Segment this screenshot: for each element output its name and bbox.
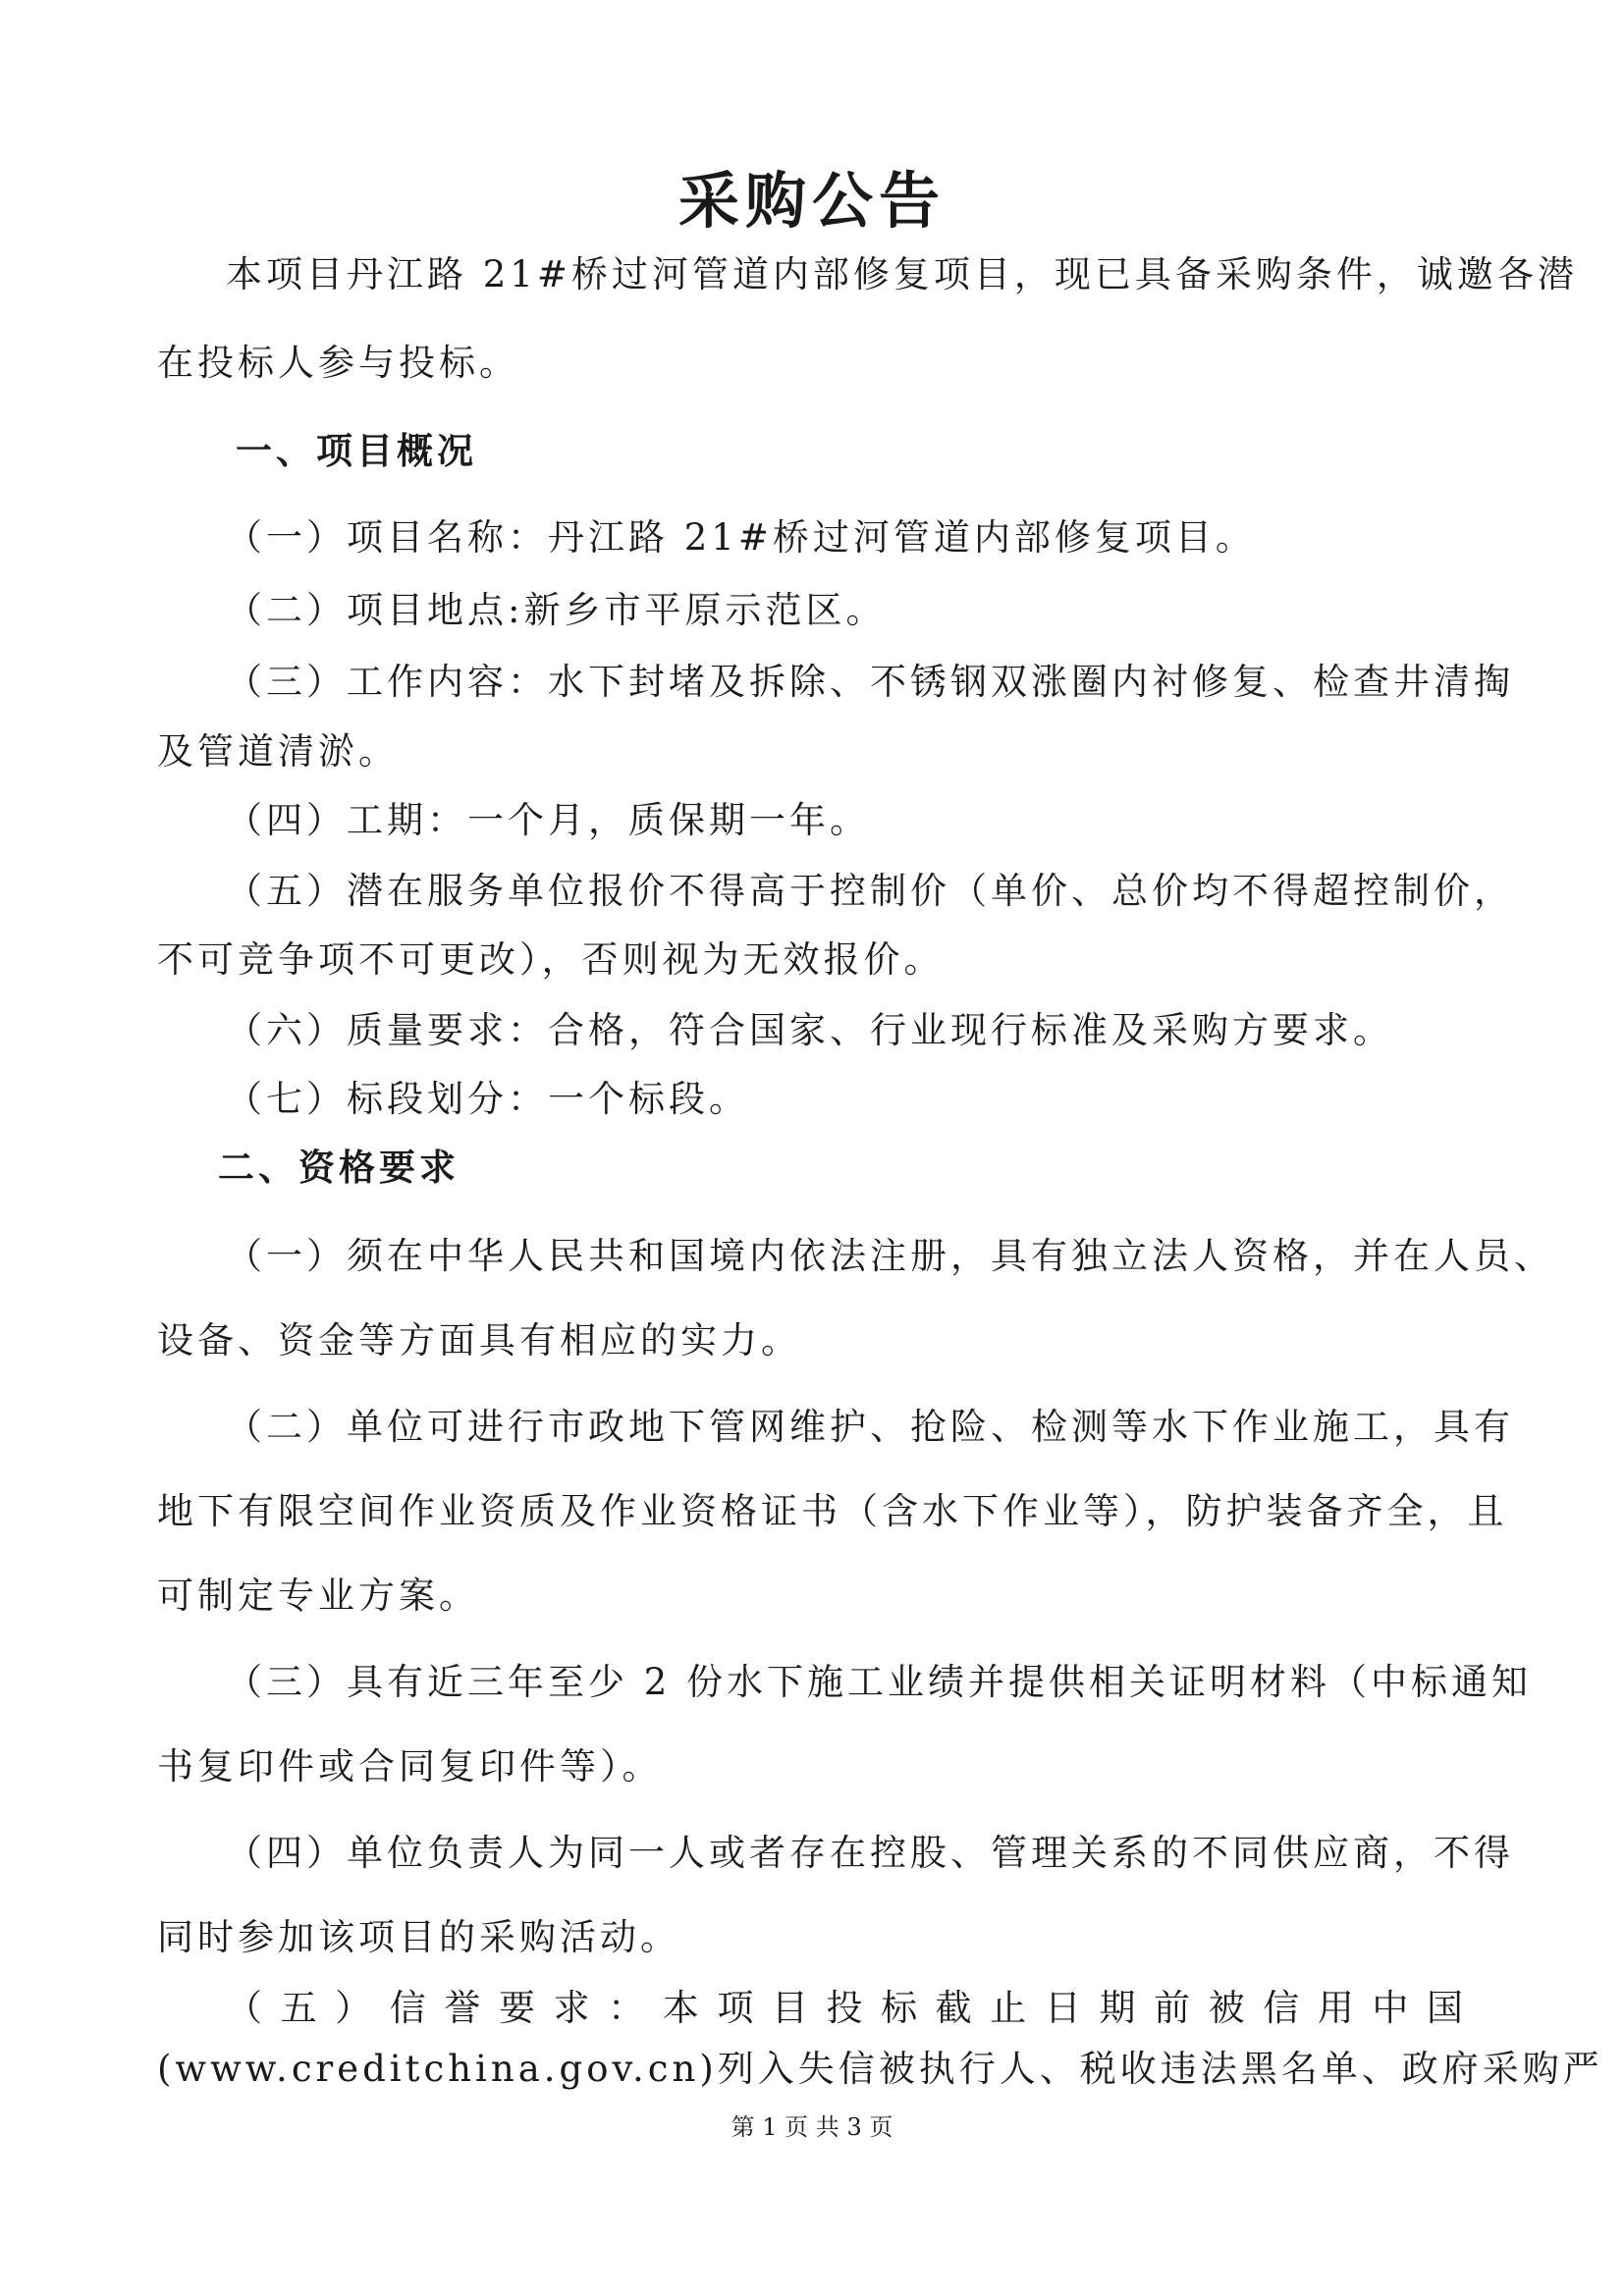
overview-item-price: （五）潜在服务单位报价不得高于控制价（单价、总价均不得超控制价， <box>226 870 1514 912</box>
qualification-item-capability: 可制定专业方案。 <box>157 1575 479 1617</box>
qualification-item-capability: （二）单位可进行市政地下管网维护、抢险、检测等水下作业施工，具有 <box>226 1406 1514 1448</box>
qualification-item-relationship: （四）单位负责人为同一人或者存在控股、管理关系的不同供应商，不得 <box>226 1832 1514 1874</box>
qualification-item-relationship: 同时参加该项目的采购活动。 <box>157 1916 680 1958</box>
qualification-item-capability: 地下有限空间作业资质及作业资格证书（含水下作业等），防护装备齐全，且 <box>157 1490 1508 1532</box>
section-heading-overview: 一、项目概况 <box>236 430 477 472</box>
section-heading-qualification: 二、资格要求 <box>218 1147 460 1189</box>
qualification-item-registration: 设备、资金等方面具有相应的实力。 <box>157 1319 801 1362</box>
page-title: 采购公告 <box>677 165 946 237</box>
qualification-item-registration: （一）须在中华人民共和国境内依法注册，具有独立法人资格，并在人员、 <box>226 1235 1554 1277</box>
overview-item-location: （二）项目地点:新乡市平原示范区。 <box>226 589 887 631</box>
intro-paragraph-line: 本项目丹江路 21#桥过河管道内部修复项目，现已具备采购条件，诚邀各潜 <box>226 253 1578 295</box>
qualification-item-experience: （三）具有近三年至少 2 份水下施工业绩并提供相关证明材料（中标通知 <box>226 1661 1533 1703</box>
overview-item-quality: （六）质量要求：合格，符合国家、行业现行标准及采购方要求。 <box>226 1009 1393 1051</box>
intro-paragraph-line: 在投标人参与投标。 <box>157 342 519 384</box>
page-footer: 第 1 页 共 3 页 <box>731 2113 893 2141</box>
qualification-item-experience: 书复印件或合同复印件等）。 <box>157 1745 663 1788</box>
overview-item-scope: 及管道清淤。 <box>157 730 399 773</box>
overview-item-scope: （三）工作内容：水下封堵及拆除、不锈钢双涨圈内衬修复、检查井清掏 <box>226 661 1514 703</box>
overview-item-name: （一）项目名称：丹江路 21#桥过河管道内部修复项目。 <box>226 516 1256 559</box>
overview-item-lots: （七）标段划分：一个标段。 <box>226 1078 749 1120</box>
overview-item-duration: （四）工期：一个月，质保期一年。 <box>226 799 870 841</box>
qualification-item-credit: (www.creditchina.gov.cn)列入失信被执行人、税收违法黑名单、政府采购严 <box>157 2048 1603 2090</box>
overview-item-price: 不可竞争项不可更改），否则视为无效报价。 <box>157 938 945 981</box>
qualification-item-credit: （五）信誉要求：本项目投标截止日期前被信用中国 <box>226 1987 1467 2029</box>
